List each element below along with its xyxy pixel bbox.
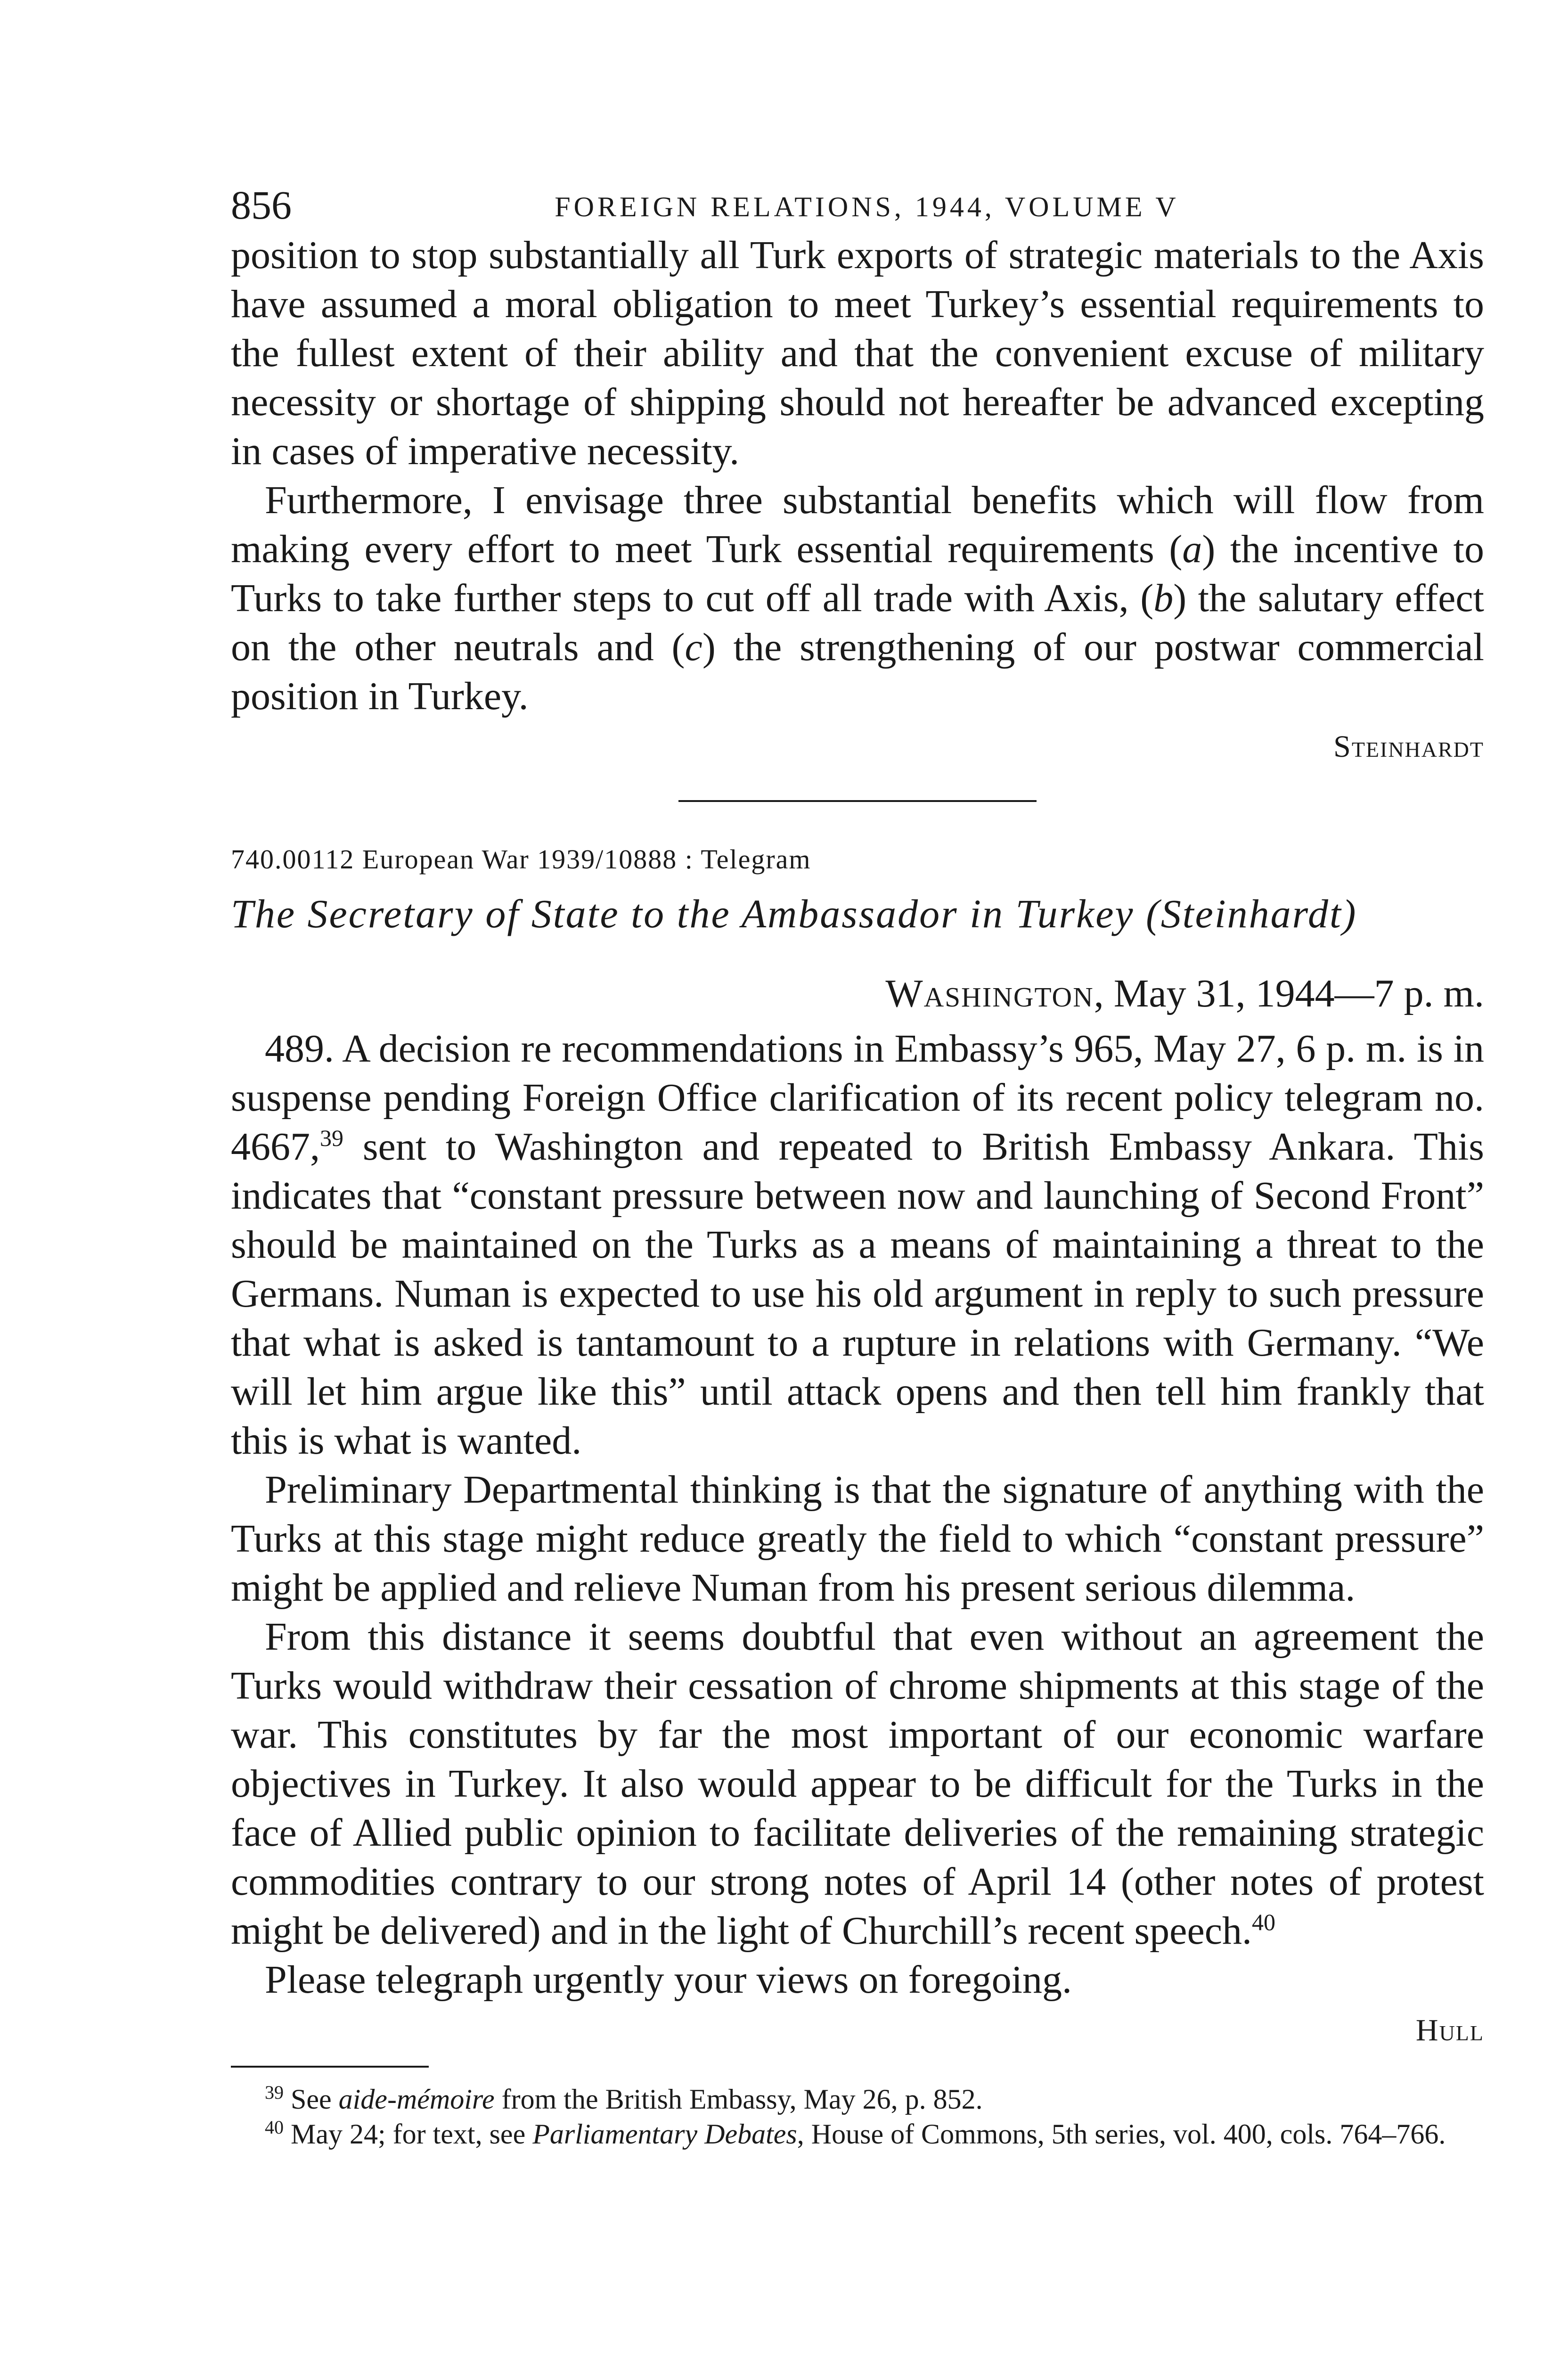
section-divider xyxy=(678,800,1037,802)
footnote-ref[interactable]: 39 xyxy=(320,1125,343,1151)
running-title: FOREIGN RELATIONS, 1944, VOLUME V xyxy=(555,191,1179,222)
dateline xyxy=(231,968,1484,1020)
footnote-text: from the British Embassy, May 26, p. 852. xyxy=(494,2084,983,2115)
paragraph-text: 489. A decision re recommendations in Embassy’s 965, May 27, 6 p. m. is in suspense pending Foreign Office clarification of its recent policy telegram no. 4667, xyxy=(231,1027,1484,1169)
telegram-paragraph xyxy=(231,1612,1484,1955)
telegram-paragraph xyxy=(231,1955,1484,2004)
paragraph-text: Preliminary Departmental thinking is that the signature of anything with the Turks at this stage might reduce greatly the field to which “constant pressure” might be applied and relieve Numan from his present serious dilemma. xyxy=(231,1468,1484,1610)
file-reference: 740.00112 European War 1939/10888 : Telegram xyxy=(231,844,811,875)
benefits-text-d: ) the strengthening of our postwar commercial position in Turkey. xyxy=(231,625,1484,718)
footnote-ref[interactable]: 40 xyxy=(1252,1909,1276,1935)
paragraph-text: Please telegraph urgently your views on foregoing. xyxy=(265,1958,1072,2002)
footnote-text: See xyxy=(284,2084,339,2115)
footnote-italic: Parliamentary Debates xyxy=(532,2119,797,2150)
continuation-text: position to stop substantially all Turk exports of strategic materials to the Axis have assumed a moral obligation to meet Turkey’s essential requirements to the fullest extent of their ability and that the convenient excuse of military necessity or shortage of shipping should not hereafter be advanced excepting in cases of imperative necessity. xyxy=(231,233,1484,473)
footnote-divider xyxy=(231,2066,429,2068)
telegram-paragraph xyxy=(231,1024,1484,1465)
footnote-italic: aide-mémoire xyxy=(338,2084,495,2115)
footnote-number: 39 xyxy=(265,2082,284,2103)
continuation-paragraph xyxy=(231,231,1484,476)
benefits-text-c: ) the salutary effect on the other neutrals and ( xyxy=(231,576,1484,669)
benefits-paragraph xyxy=(231,476,1484,721)
heading-close: ) xyxy=(1342,891,1357,936)
footnote-text: , House of Commons, 5th series, vol. 400, cols. 764–766. xyxy=(797,2119,1446,2150)
footnote-number: 40 xyxy=(265,2117,284,2138)
benefit-letter-a: a xyxy=(1182,527,1202,571)
paragraph-text: sent to Washington and repeated to British Embassy Ankara. This indicates that “constant pressure between now and launching of Second Front” should be maintained on the Turks as a means of maintaining a threat to the Germans. Numan is expected to use his old argument in reply to such pressure that what is asked is tantamount to a rupture in relations with Germany. “We will let him argue like this” until attack opens and then tell him frankly that this is what is wanted. xyxy=(231,1125,1484,1463)
signature-steinhardt: Steinhardt xyxy=(1333,729,1484,764)
footnote xyxy=(231,2082,1484,2117)
benefits-text-b: ) the incentive to Turks to take further steps to cut off all trade with Axis, ( xyxy=(231,527,1485,620)
benefit-letter-b: b xyxy=(1153,576,1174,620)
document-page xyxy=(231,179,1484,2151)
dateline-date: , May 31, 1944—7 p. m. xyxy=(1094,972,1484,1015)
footnote-text: May 24; for text, see xyxy=(284,2119,533,2150)
dateline-place: Washington xyxy=(885,972,1094,1015)
signature-hull: Hull xyxy=(1415,2013,1484,2047)
paragraph-text: From this distance it seems doubtful that even without an agreement the Turks would withdraw their cessation of chrome shipments at this stage of the war. This constitutes by far the most important of our economic warfare objectives in Turkey. It also would appear to be difficult for the Turks in the face of Allied public opinion to facilitate deliveries of the remaining strategic commodities contrary to our strong notes of April 14 (other notes of protest might be delivered) and in the light of Churchill’s recent speech. xyxy=(231,1615,1484,1953)
benefit-letter-c: c xyxy=(685,625,702,669)
heading-name: Steinhardt xyxy=(1160,891,1342,936)
running-head xyxy=(231,179,1484,231)
telegram-paragraph xyxy=(231,1465,1484,1612)
document-heading xyxy=(231,888,1484,940)
footnote xyxy=(231,2117,1484,2151)
benefits-text-a: Furthermore, I envisage three substantial benefits which will flow from making every effort to meet Turk essential requirements ( xyxy=(231,478,1484,571)
heading-text: The Secretary of State to the Ambassador in Turkey ( xyxy=(231,891,1161,936)
page-number: 856 xyxy=(231,182,292,228)
